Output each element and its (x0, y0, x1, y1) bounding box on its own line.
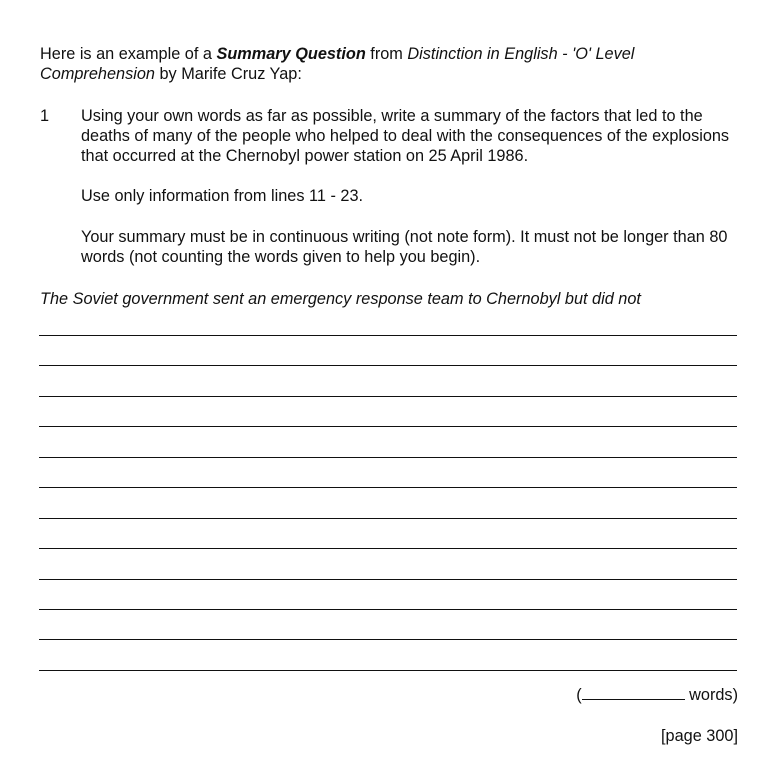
intro-from: from (365, 45, 408, 63)
answer-line[interactable] (39, 548, 737, 578)
answer-line[interactable] (39, 365, 737, 395)
answer-line[interactable] (39, 579, 737, 609)
intro-author: by Marife Cruz Yap: (154, 65, 302, 83)
word-count-label: words) (684, 686, 738, 704)
source-instruction: Use only information from lines 11 - 23. (81, 187, 364, 205)
answer-lines[interactable] (39, 335, 737, 700)
answer-line[interactable] (39, 457, 737, 487)
intro-paragraph (40, 44, 740, 84)
answer-line[interactable] (39, 487, 737, 517)
answer-line[interactable] (39, 518, 737, 548)
summary-starter-text: The Soviet government sent an emergency response team to Chernobyl but did not (40, 290, 641, 308)
word-count-field (576, 684, 738, 705)
format-instruction: Your summary must be in continuous writing (not note form). It must not be longer than 80 words (not counting the words given to help you begin). (81, 228, 728, 266)
question-type: Summary Question (216, 45, 366, 63)
word-count-blank[interactable] (582, 684, 685, 700)
answer-line[interactable] (39, 335, 737, 365)
answer-line[interactable] (39, 639, 737, 669)
word-count-open: ( (576, 686, 582, 704)
answer-line[interactable] (39, 609, 737, 639)
book-title: Distinction in English - 'O' Level Comprehension (40, 45, 635, 83)
answer-line[interactable] (39, 426, 737, 456)
question-text: Using your own words as far as possible, write a summary of the factors that led to the deaths of many of the people who helped to deal with the consequences of the explosions that occurred at the Chernobyl power station on 25 April 1986. (81, 107, 730, 165)
intro-prefix: Here is an example of a (40, 45, 217, 63)
page-reference: [page 300] (661, 727, 738, 745)
question-number: 1 (40, 107, 50, 125)
answer-line[interactable] (39, 396, 737, 426)
